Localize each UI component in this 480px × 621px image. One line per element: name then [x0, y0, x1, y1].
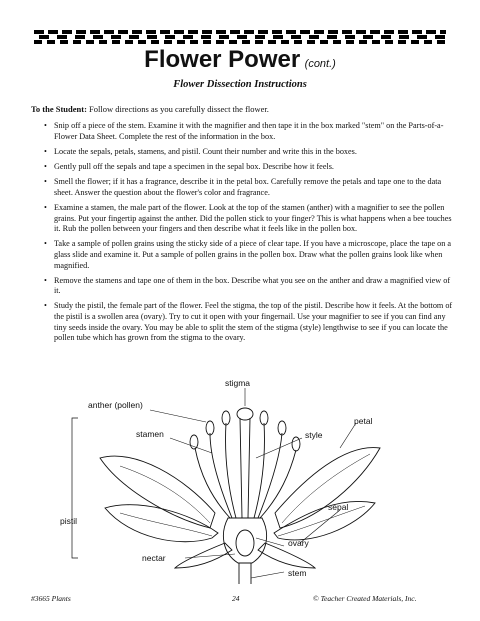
list-item: • Locate the sepals, petals, stamens, and pistil. Count their number and write this in the boxes.: [44, 147, 454, 158]
title-main: Flower Power: [144, 46, 301, 73]
subtitle: Flower Dissection Instructions: [173, 79, 307, 90]
list-item: • Examine a stamen, the male part of the flower. Look at the top of the stamen (anther) with a magnifier to see the pollen grains. Put your fingertip against the anther. Did the pollen stick to your finger? This is what happens when a bee touches it. Rub the pollen between your fingers and then describe what it feels like in the pollen box.: [44, 203, 454, 235]
decorative-border: [34, 30, 446, 44]
label-stigma: stigma: [225, 378, 251, 388]
intro-lead: To the Student:: [31, 104, 87, 114]
label-petal: petal: [354, 416, 373, 426]
label-style: style: [305, 430, 323, 440]
label-nectar: nectar: [142, 553, 166, 563]
footer-left: #3665 Plants: [31, 594, 71, 603]
list-item: • Study the pistil, the female part of the flower. Feel the stigma, the top of the pistil. Describe how it feels. At the bottom of the pistil is a swollen area (ovary). Try to cut it open with your fingernail. Use your magnifier to see if you can find any tiny seeds inside the ovary. You may be able to split the stem of the stigma (style) lengthwise to see if you can locate the pollen tube which has grown from the stigma to the ovary.: [44, 301, 454, 343]
intro-paragraph: [31, 104, 451, 115]
instruction-list: [44, 121, 454, 348]
list-item: • Smell the flower; if it has a fragrance, describe it in the petal box. Carefully remove the petals and tape one to the data sheet. Answer the question about the flower's color and fragrance.: [44, 177, 454, 198]
label-stamen: stamen: [136, 429, 164, 439]
label-pistil: pistil: [60, 516, 78, 526]
list-item: • Gently pull off the sepals and tape a specimen in the sepal box. Describe how it feels.: [44, 162, 454, 173]
list-item: • Remove the stamens and tape one of them in the box. Describe what you see on the anther and draw a magnified view of it.: [44, 276, 454, 297]
label-stem: stem: [288, 568, 307, 578]
title-suffix: (cont.): [304, 58, 336, 70]
page-title: [0, 46, 480, 74]
footer-page-number: 24: [232, 594, 240, 603]
label-sepal: sepal: [328, 502, 349, 512]
footer-right: © Teacher Created Materials, Inc.: [313, 594, 417, 603]
list-item: • Take a sample of pollen grains using the sticky side of a piece of clear tape. If you have a microscope, place the tape on a glass slide and examine it. Put a sample of pollen grains in the pollen box. Draw what the pollen grains look like when magnified.: [44, 239, 454, 271]
label-ovary: ovary: [288, 538, 309, 548]
list-item: • Snip off a piece of the stem. Examine it with the magnifier and then tape it in the box marked "stem" on the Parts-of-a-Flower Data Sheet. Complete the rest of the information in the box.: [44, 121, 454, 142]
label-anther: anther (pollen): [88, 400, 143, 410]
intro-text: Follow directions as you carefully dissect the flower.: [86, 104, 269, 114]
flower-diagram: [60, 378, 440, 584]
